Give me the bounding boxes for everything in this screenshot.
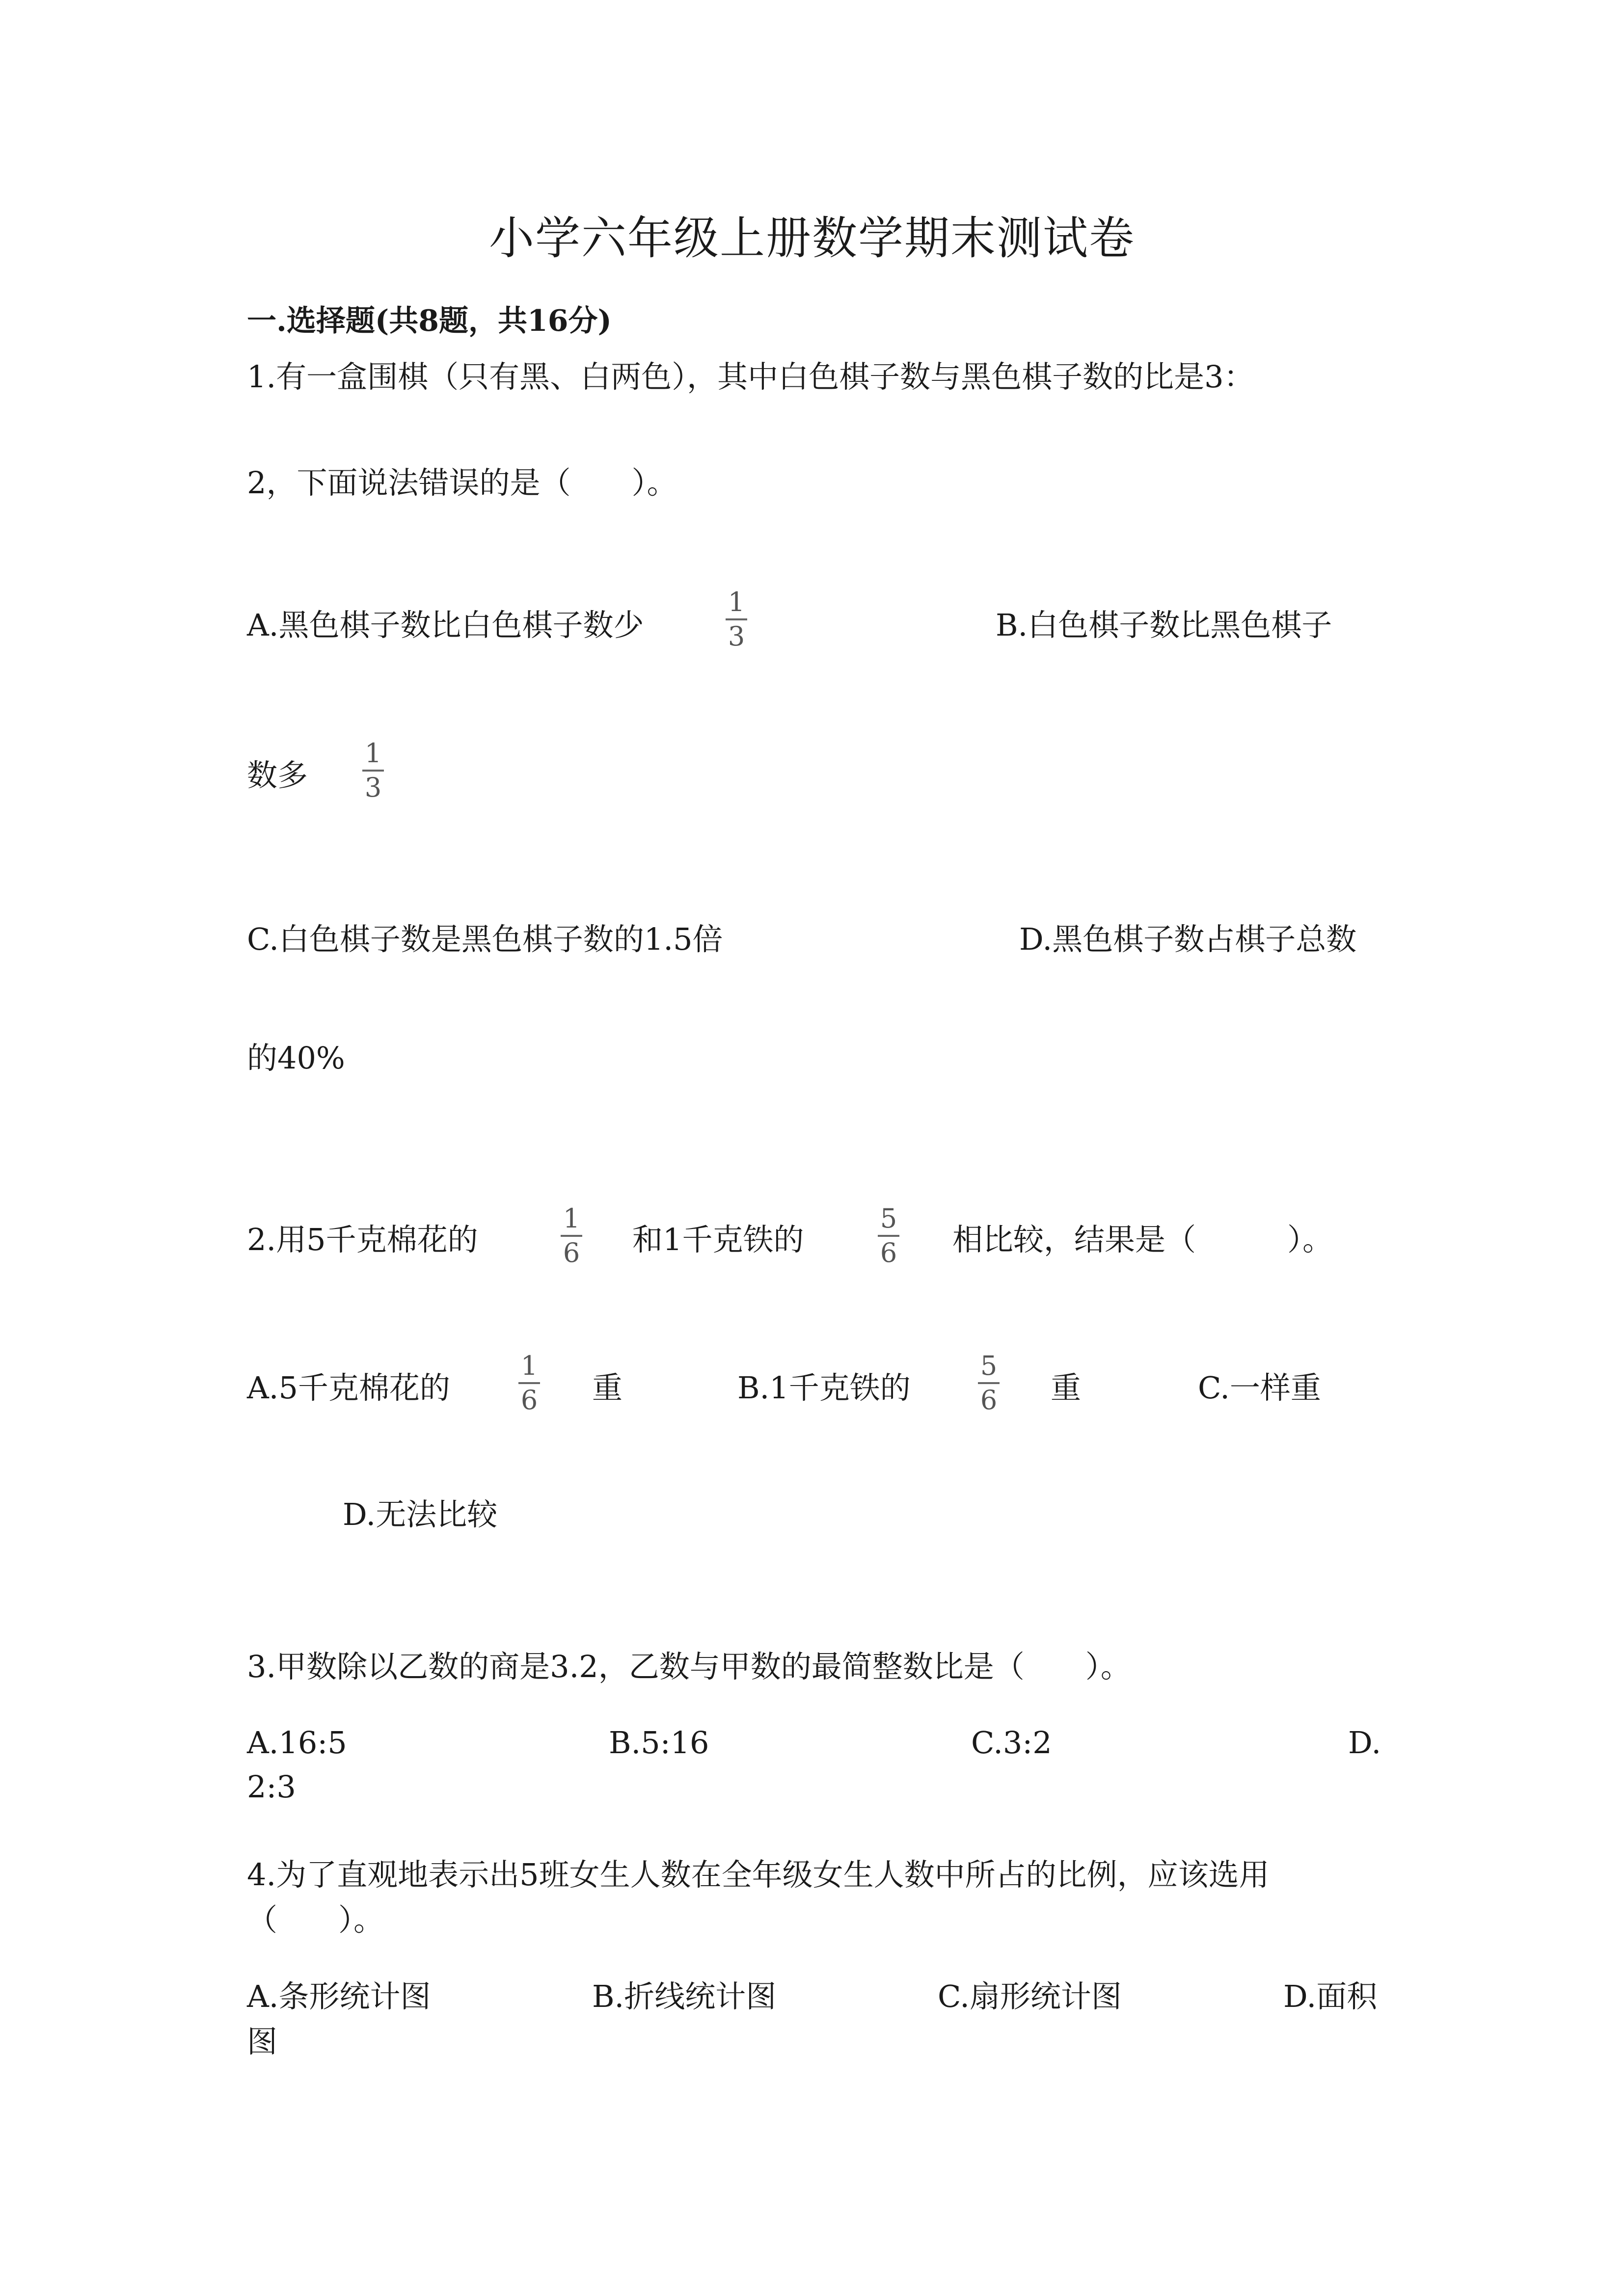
q1-option-b-fraction [362, 740, 384, 801]
fraction-denominator: 6 [980, 1385, 998, 1415]
q4-stem-line1: 4.为了直观地表示出5班女生人数在全年级女生人数中所占的比例，应该选用 [247, 1857, 1270, 1893]
q2-stem-part2: 和1千克铁的 [632, 1222, 804, 1257]
fraction-bar [878, 1235, 899, 1237]
q4-option-d: D.面积 [1283, 1978, 1378, 2014]
q2-option-c: C.一样重 [1198, 1370, 1321, 1406]
fraction-numerator: 1 [520, 1350, 538, 1381]
fraction-numerator: 1 [563, 1203, 580, 1234]
fraction-bar [518, 1382, 540, 1384]
fraction-denominator: 3 [364, 772, 382, 803]
fraction-denominator: 6 [563, 1237, 580, 1268]
q1-option-d: D.黑色棋子数占棋子总数 [1019, 921, 1357, 957]
q4-stem-line2: （ ）。 [247, 1902, 384, 1938]
fraction-denominator: 6 [520, 1385, 538, 1415]
q2-stem-part3: 相比较，结果是（ ）。 [952, 1222, 1333, 1257]
fraction-bar [362, 770, 384, 772]
q2-option-a-suffix: 重 [592, 1370, 623, 1406]
q2-option-b-suffix: 重 [1051, 1370, 1082, 1406]
q1-option-a-fraction [726, 589, 747, 650]
q2-option-b-fraction [978, 1350, 1000, 1415]
q3-option-d-continued: 2:3 [247, 1769, 296, 1805]
q1-option-d-continued: 的40% [247, 1040, 345, 1076]
q2-option-a-fraction [518, 1350, 540, 1415]
q3-stem: 3.甲数除以乙数的商是3.2，乙数与甲数的最简整数比是（ ）。 [247, 1649, 1131, 1684]
fraction-denominator: 6 [880, 1237, 897, 1268]
q3-option-a: A.16:5 [247, 1725, 347, 1761]
q4-option-a: A.条形统计图 [247, 1978, 431, 2014]
fraction-bar [726, 618, 747, 620]
q1-option-b: B.白色棋子数比黑色棋子 [996, 607, 1332, 643]
q2-stem-fraction-1 [561, 1205, 582, 1266]
fraction-numerator: 5 [980, 1350, 998, 1381]
q4-option-d-continued: 图 [247, 2024, 278, 2059]
fraction-numerator: 5 [880, 1203, 897, 1234]
q1-stem-line1: 1.有一盒围棋（只有黑、白两色），其中白色棋子数与黑色棋子数的比是3： [247, 359, 1254, 395]
fraction-denominator: 3 [728, 621, 745, 652]
q2-stem-fraction-2 [878, 1205, 899, 1266]
q2-option-b: B.1千克铁的 [737, 1370, 911, 1406]
q1-option-b-continued: 数多 [247, 757, 308, 793]
q4-option-b: B.折线统计图 [592, 1978, 777, 2014]
q1-option-a: A.黑色棋子数比白色棋子数少 [247, 607, 644, 643]
section-heading: 一.选择题(共8题，共16分) [247, 304, 612, 338]
q2-stem-part1: 2.用5千克棉花的 [247, 1222, 478, 1257]
fraction-numerator: 1 [364, 738, 382, 769]
fraction-numerator: 1 [728, 587, 745, 617]
fraction-bar [561, 1235, 582, 1237]
q1-option-c: C.白色棋子数是黑色棋子数的1.5倍 [247, 921, 723, 957]
page-title: 小学六年级上册数学期末测试卷 [488, 212, 1135, 265]
q3-option-b: B.5:16 [609, 1725, 709, 1761]
q1-stem-line2: 2，下面说法错误的是（ ）。 [247, 465, 677, 501]
q3-option-d: D. [1348, 1725, 1381, 1761]
q2-option-a: A.5千克棉花的 [247, 1370, 450, 1406]
q4-option-c: C.扇形统计图 [938, 1978, 1122, 2014]
q2-option-d: D.无法比较 [343, 1496, 498, 1532]
fraction-bar [978, 1382, 1000, 1384]
q3-option-c: C.3:2 [971, 1725, 1052, 1761]
